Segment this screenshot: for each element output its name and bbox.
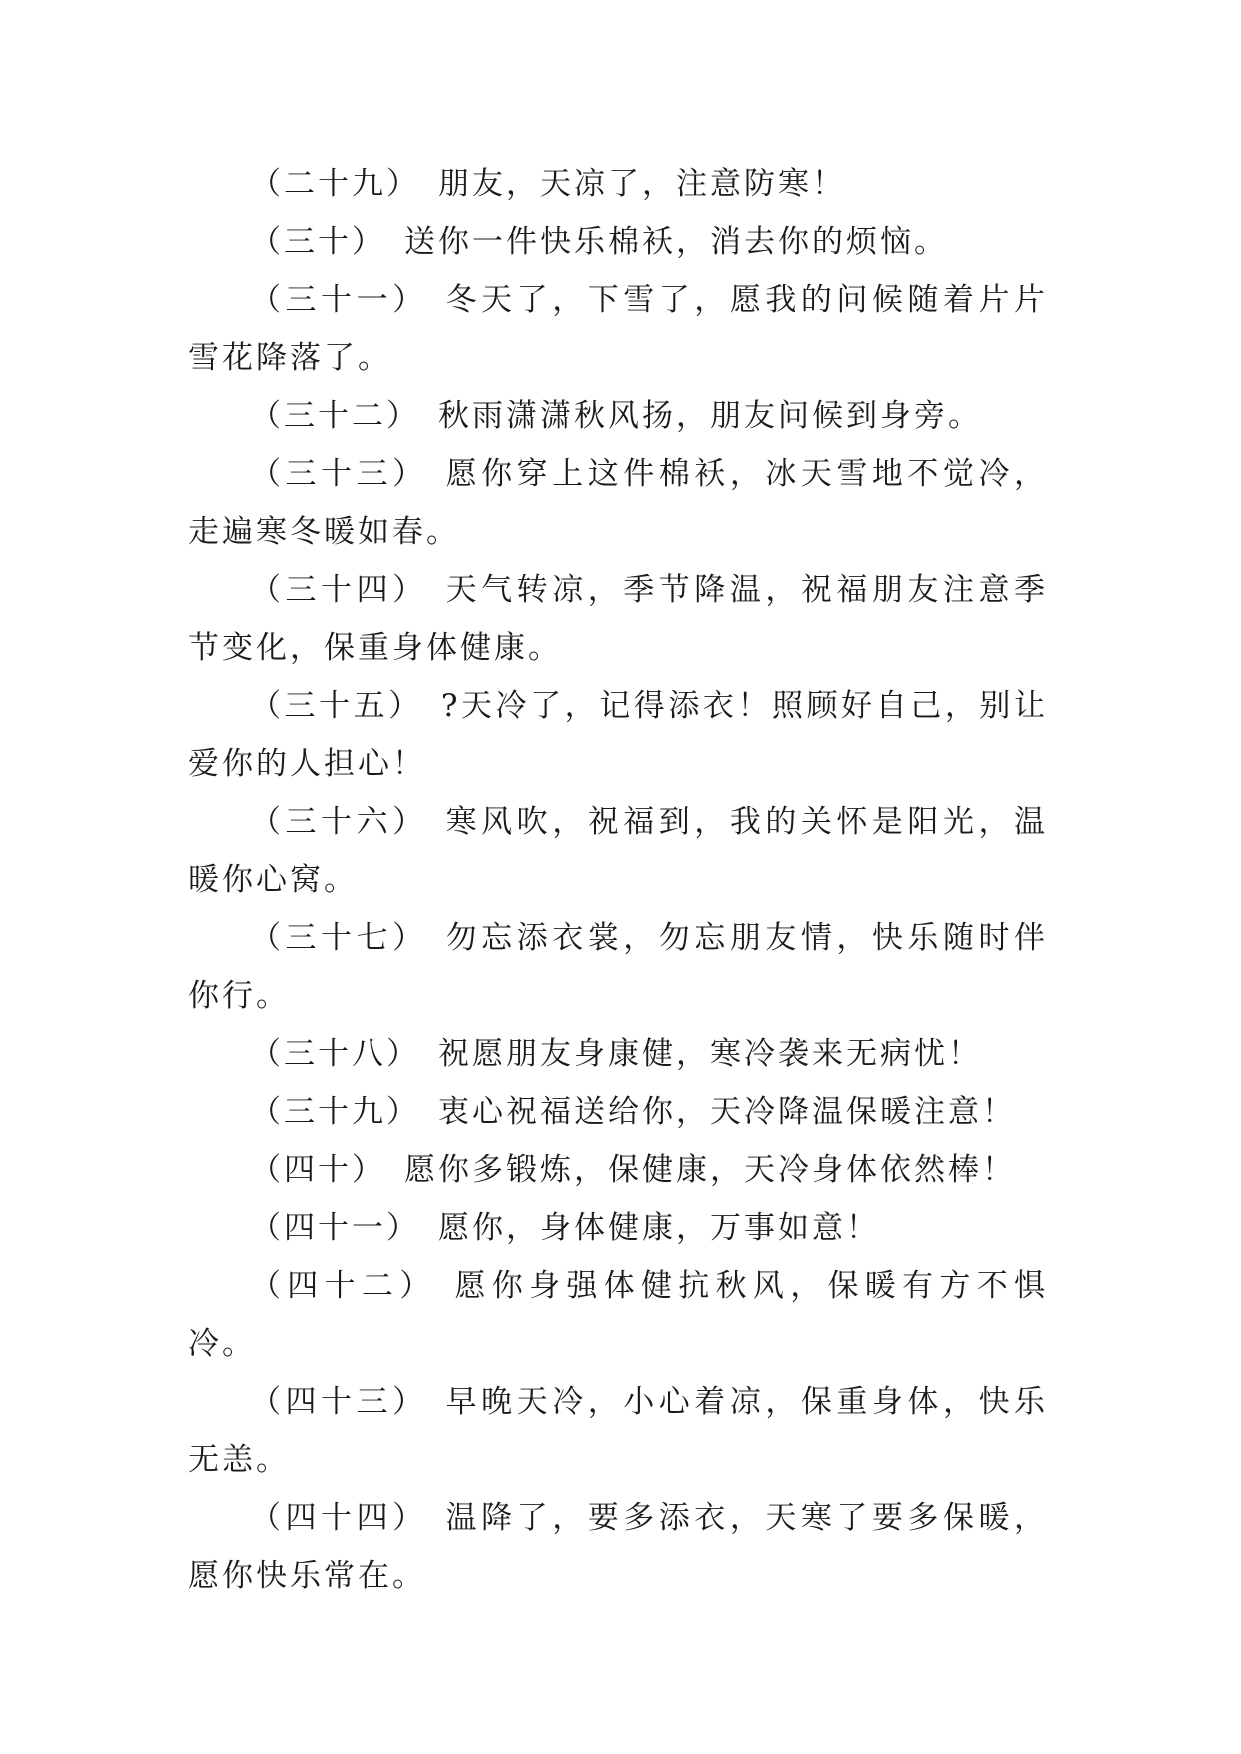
paragraph-number: （四十四） <box>250 1500 428 1536</box>
paragraph-30 <box>188 213 1048 271</box>
paragraph-42 <box>188 1257 1048 1373</box>
paragraph-text: 愿你身强体健抗秋风，保暖有方不惧冷。 <box>188 1268 1048 1362</box>
paragraph-number: （三十六） <box>250 804 428 840</box>
paragraph-text: 衷心祝福送给你，天冷降温保暖注意！ <box>438 1094 1016 1130</box>
paragraph-43 <box>188 1373 1048 1489</box>
paragraph-number: （四十一） <box>250 1210 420 1246</box>
paragraph-31 <box>188 271 1048 387</box>
paragraph-number: （三十九） <box>250 1094 420 1130</box>
paragraph-34 <box>188 561 1048 677</box>
paragraph-number: （二十九） <box>250 166 420 202</box>
paragraph-38 <box>188 1025 1048 1083</box>
paragraph-text: 温降了，要多添衣，天寒了要多保暖，愿你快乐常在。 <box>188 1500 1049 1594</box>
paragraph-36 <box>188 793 1048 909</box>
paragraph-number: （四十二） <box>250 1268 437 1304</box>
paragraph-number: （三十） <box>250 224 386 260</box>
paragraph-29 <box>188 155 1048 213</box>
paragraph-40 <box>188 1141 1048 1199</box>
paragraph-44 <box>188 1489 1048 1605</box>
paragraph-text: 祝愿朋友身康健，寒冷袭来无病忧！ <box>438 1036 982 1072</box>
paragraph-text: 勿忘添衣裳，勿忘朋友情，快乐随时伴你行。 <box>188 920 1049 1014</box>
paragraph-text: 愿你，身体健康，万事如意！ <box>438 1210 880 1246</box>
paragraph-number: （三十七） <box>250 920 428 956</box>
paragraph-text: 朋友，天凉了，注意防寒！ <box>438 166 846 202</box>
paragraph-35 <box>188 677 1048 793</box>
paragraph-33 <box>188 445 1048 561</box>
paragraph-number: （三十一） <box>250 282 428 318</box>
paragraph-text: 送你一件快乐棉袄，消去你的烦恼。 <box>404 224 948 260</box>
paragraph-text: 愿你穿上这件棉袄，冰天雪地不觉冷，走遍寒冬暖如春。 <box>188 456 1049 550</box>
document-body <box>188 155 1048 1605</box>
paragraph-37 <box>188 909 1048 1025</box>
paragraph-number: （三十八） <box>250 1036 420 1072</box>
paragraph-text: 秋雨潇潇秋风扬，朋友问候到身旁。 <box>438 398 982 434</box>
paragraph-text: 寒风吹，祝福到，我的关怀是阳光，温暖你心窝。 <box>188 804 1049 898</box>
paragraph-41 <box>188 1199 1048 1257</box>
paragraph-39 <box>188 1083 1048 1141</box>
paragraph-number: （四十） <box>250 1152 386 1188</box>
paragraph-text: ?天冷了，记得添衣！照顾好自己，别让爱你的人担心！ <box>188 688 1048 782</box>
paragraph-number: （三十二） <box>250 398 420 434</box>
paragraph-number: （四十三） <box>250 1384 428 1420</box>
paragraph-32 <box>188 387 1048 445</box>
paragraph-text: 冬天了，下雪了，愿我的问候随着片片雪花降落了。 <box>188 282 1049 376</box>
paragraph-number: （三十五） <box>250 688 423 724</box>
paragraph-text: 天气转凉，季节降温，祝福朋友注意季节变化，保重身体健康。 <box>188 572 1049 666</box>
paragraph-number: （三十四） <box>250 572 428 608</box>
paragraph-text: 早晚天冷，小心着凉，保重身体，快乐无恙。 <box>188 1384 1049 1478</box>
paragraph-text: 愿你多锻炼，保健康，天冷身体依然棒！ <box>404 1152 1016 1188</box>
paragraph-number: （三十三） <box>250 456 428 492</box>
